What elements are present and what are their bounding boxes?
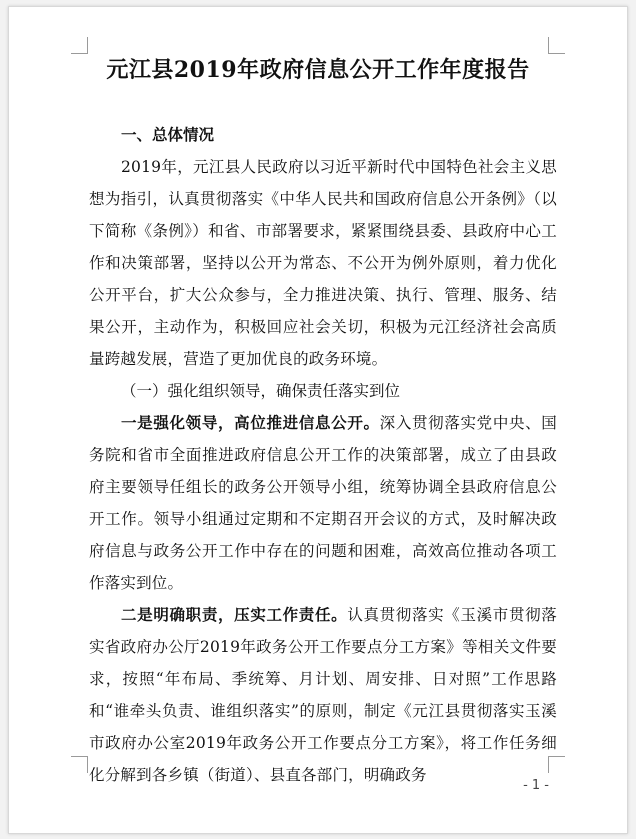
page-number: - 1 - [523, 778, 549, 793]
document-body [89, 119, 557, 791]
crop-mark-top-right [548, 37, 565, 54]
crop-mark-top-left [71, 37, 88, 54]
point-2-lead: 二是明确职责，压实工作责任。 [121, 606, 348, 624]
point-1-body: 深入贯彻落实党中央、国务院和省市全面推进政府信息公开工作的决策部署，成立了由县政府主要领导任组长的政务公开领导小组，统筹协调全县政府信息公开工作。领导小组通过定期和不定期召开会议的方式，及时解决政府信息与政务公开工作中存在的问题和困难，高效高位推动各项工作落实到位。 [89, 414, 558, 592]
document-title: 元江县2019年政府信息公开工作年度报告 [106, 57, 530, 83]
subsection-heading: （一）强化组织领导，确保责任落实到位 [121, 382, 401, 400]
point-2-body: 认真贯彻落实《玉溪市贯彻落实省政府办公厅2019年政务公开工作要点分工方案》等相关文件要求，按照“年布局、季统筹、月计划、周安排、日对照”工作思路和“谁牵头负责、谁组织落实”的原则，制定《元江县贯彻落实玉溪市政府办公室2019年政务公开工作要点分工方案》，将工作任务细化分解到各乡镇（街道）、县直各部门，明确政务 [89, 606, 557, 784]
intro-paragraph: 2019年，元江县人民政府以习近平新时代中国特色社会主义思想为指引，认真贯彻落实《中华人民共和国政府信息公开条例》（以下简称《条例》）和省、市部署要求，紧紧围绕县委、县政府中心工作和决策部署，坚持以公开为常态、不公开为例外原则，着力优化公开平台，扩大公众参与，全力推进决策、执行、管理、服务、结果公开，主动作为，积极回应社会关切，积极为元江经济社会高质量跨越发展，营造了更加优良的政务环境。 [89, 158, 557, 368]
point-1-paragraph [89, 407, 557, 599]
crop-mark-bottom-left [71, 756, 88, 773]
section-heading: 一、总体情况 [121, 126, 215, 144]
point-1-lead: 一是强化领导，高位推进信息公开。 [121, 414, 380, 432]
document-page [8, 6, 628, 834]
point-2-paragraph [89, 599, 557, 791]
